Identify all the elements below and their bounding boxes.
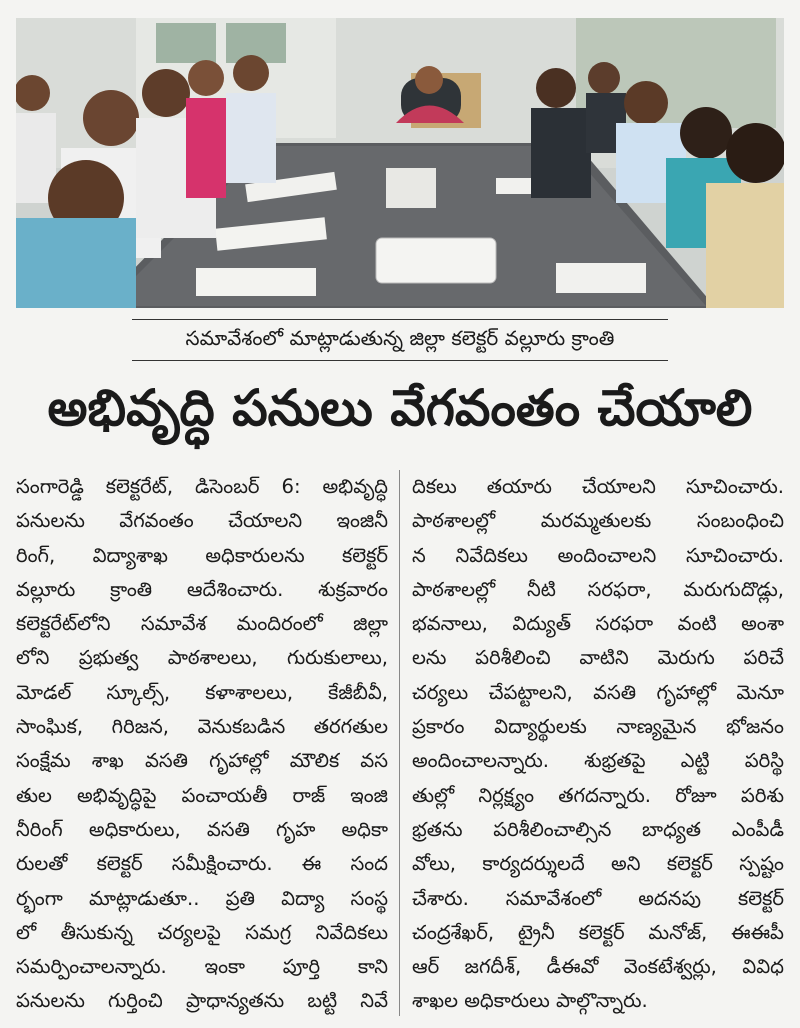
article-column-left [16, 470, 388, 1022]
photo-caption: సమావేశంలో మాట్లాడుతున్న జిల్లా కలెక్టర్ వల్లూరు క్రాంతి [132, 319, 668, 361]
article-line: చంద్రశేఖర్, ట్రైనీ కలెక్టర్ మనోజ్, ఈఈపీ [412, 920, 784, 944]
article-line: చర్యలు చేపట్టాలని, వసతి గృహాల్లో మెనూ [412, 680, 784, 704]
article-line: తుల అభివృద్ధిపై పంచాయతీ రాజ్ ఇంజి [16, 783, 388, 807]
article-line: సంగారెడ్డి కలెక్టరేట్, డిసెంబర్ 6: అభివృద్ధి [16, 475, 388, 498]
article-line: ఆర్ జగదీశ్, డీఈవో వెంకటేశ్వర్లు, వివిధ [412, 955, 784, 979]
meeting-photo [16, 18, 784, 308]
article-line: చేశారు. సమావేశంలో అదనపు కలెక్టర్ [412, 886, 784, 910]
article-line: వల్లూరు క్రాంతి ఆదేశించారు. శుక్రవారం [16, 577, 388, 601]
article-line: లోని ప్రభుత్వ పాఠశాలలు, గురుకులాలు, [16, 646, 388, 670]
article-line: రులతో కలెక్టర్ సమీక్షించారు. ఈ సంద [16, 852, 388, 876]
article-line: దికలు తయారు చేయాలని సూచించారు. [412, 475, 784, 498]
article-line: వోలు, కార్యదర్శులదే అని కలెక్టర్ స్పష్టం [412, 852, 784, 876]
article-line: పాఠశాలల్లో నీటి సరఫరా, మరుగుదొడ్లు, [412, 577, 784, 601]
article-line: శాఖల అధికారులు పాల్గొన్నారు. [412, 989, 648, 1013]
article-line: నీరింగ్ అధికారులు, వసతి గృహ అధికా [16, 817, 388, 841]
article-line: లో తీసుకున్న చర్యలపై సమగ్ర నివేదికలు [16, 920, 388, 944]
article-line: న నివేదికలు అందించాలని సూచించారు. [412, 543, 784, 567]
article-line: కలెక్టరేట్‌లోని సమావేశ మందిరంలో జిల్లా [16, 612, 388, 636]
article-line: లను పరిశీలించి వాటిని మెరుగు పరిచే [412, 646, 784, 670]
article-line: పనులను వేగవంతం చేయాలని ఇంజినీ [16, 509, 388, 533]
article-line: ప్రకారం విద్యార్థులకు నాణ్యమైన భోజనం [412, 715, 784, 739]
article-column-right [412, 470, 784, 1022]
article-line: మోడల్ స్కూల్స్, కళాశాలలు, కేజీబీవీ, [16, 680, 388, 704]
article-line: రింగ్, విద్యాశాఖ అధికారులను కలెక్టర్ [16, 543, 388, 567]
article-line: పాఠశాలల్లో మరమ్మతులకు సంబంధించి [412, 509, 784, 533]
article-line: అందించాలన్నారు. శుభ్రతపై ఎట్టి పరిస్థి [412, 749, 784, 773]
article-line: సమర్పించాలన్నారు. ఇంకా పూర్తి కాని [16, 955, 388, 979]
article-line: తుల్లో నిర్లక్ష్యం తగదన్నారు. రోజూ పరిశు [412, 783, 784, 807]
article-line: ర్భంగా మాట్లాడుతూ.. ప్రతి విద్యా సంస్థ [16, 886, 388, 910]
meeting-photo-icon [16, 18, 784, 308]
column-divider [399, 470, 400, 1016]
article-line: సాంఘిక, గిరిజన, వెనుకబడిన తరగతుల [16, 715, 388, 739]
article-line: పనులను గుర్తించి ప్రాధాన్యతను బట్టి నివే [16, 989, 388, 1013]
article-line: భవనాలు, విద్యుత్ సరఫరా వంటి అంశా [412, 612, 784, 636]
article-line: సంక్షేమ శాఖ వసతి గృహాల్లో మౌలిక వస [16, 749, 388, 773]
article-line: భ్రతను పరిశీలించాల్సిన బాధ్యత ఎంపీడీ [412, 817, 784, 841]
headline: అభివృద్ధి పనులు వేగవంతం చేయాలి [47, 378, 753, 437]
